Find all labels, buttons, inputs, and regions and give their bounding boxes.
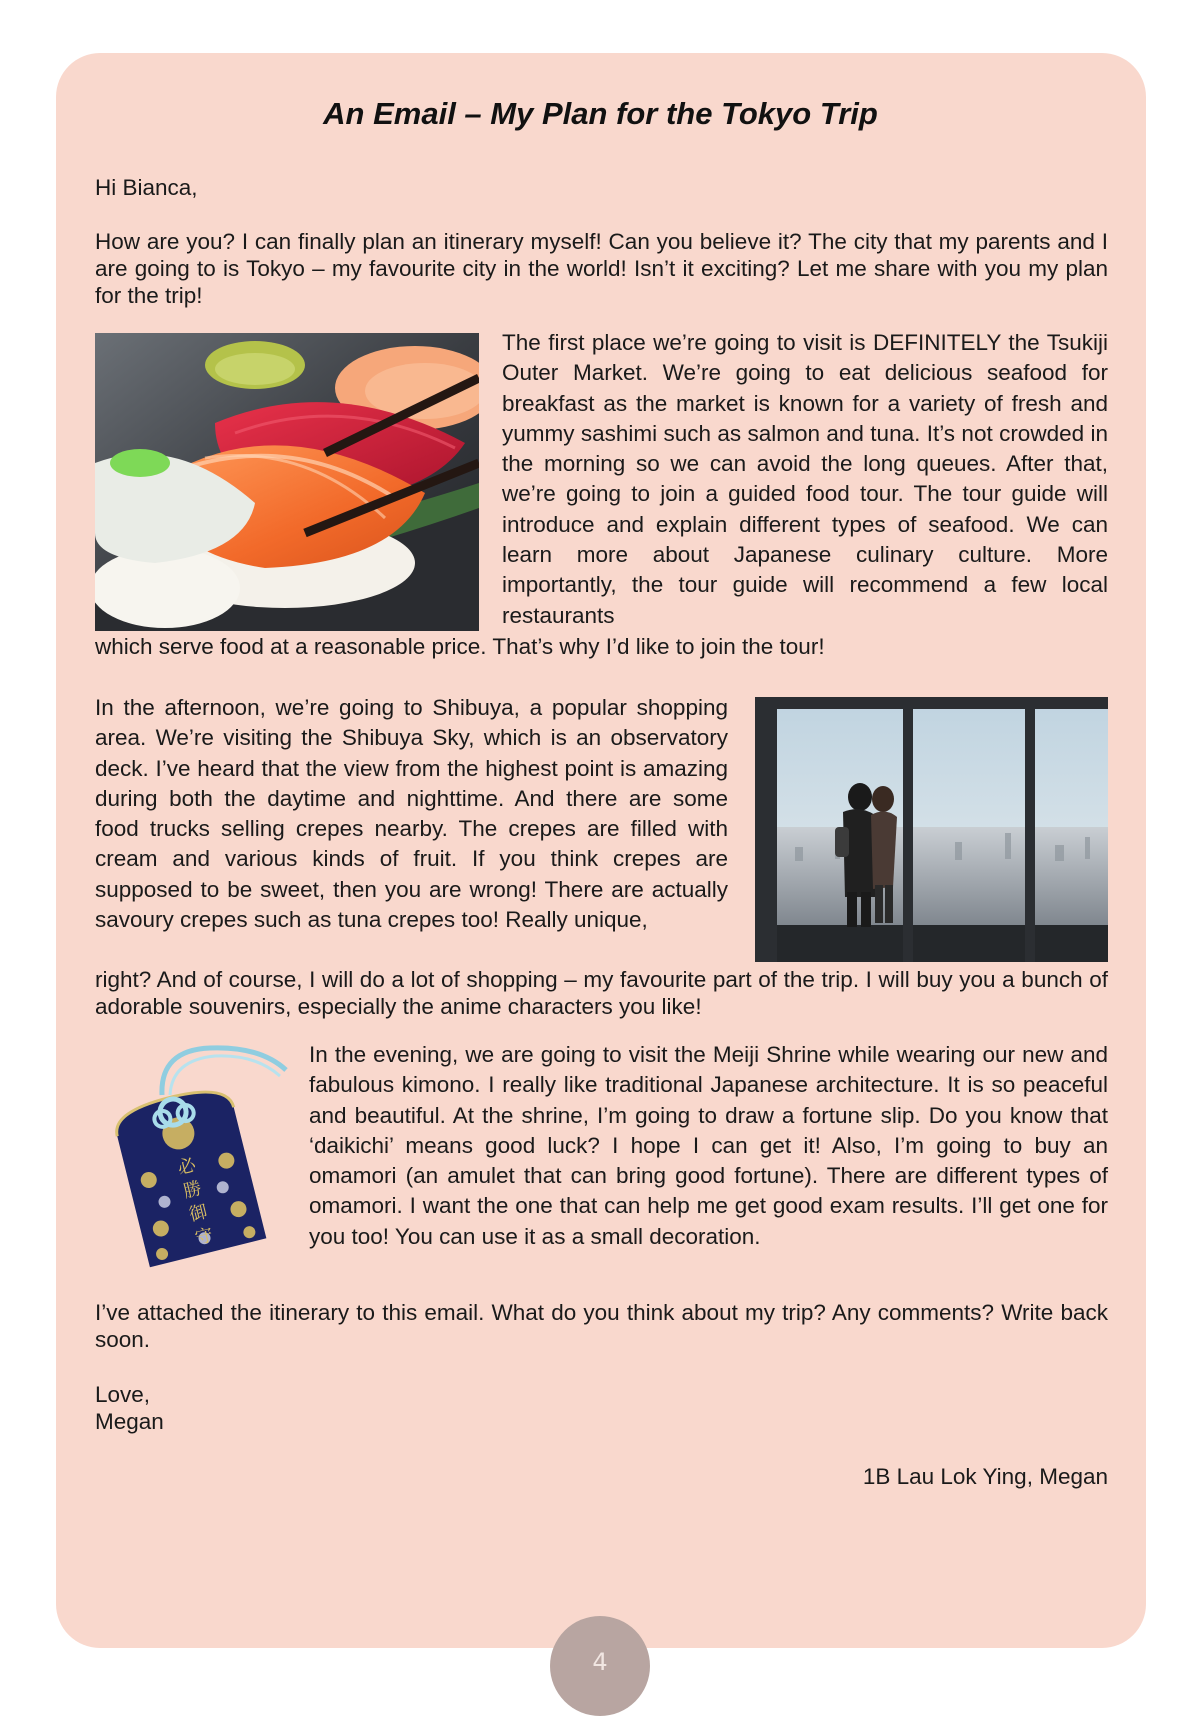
afternoon-paragraph: In the afternoon, we’re going to Shibuya, a popular shopping area. We’re visiting the Shibuya Sky, which is an observatory deck. I’ve heard that the view from the highest point is amazing during both the daytime and nighttime. And there are some food trucks selling crepes nearby. The crepes are filled with cream and various kinds of fruit. If you think crepes are supposed to be sweet, then you are wrong! There are actually savoury crepes such as tuna crepes too! Really unique, bbox=[95, 695, 728, 933]
shibuya-sky-photo bbox=[755, 697, 1108, 962]
author-credit: 1B Lau Lok Ying, Megan bbox=[862, 1464, 1108, 1489]
intro-paragraph: How are you? I can finally plan an itinerary myself! Can you believe it? The city that my parents and I are going to is Tokyo – my favourite city in the world! Isn’t it exciting? Let me share with you my plan for the trip! bbox=[95, 229, 1108, 308]
afternoon-paragraph-end: right? And of course, I will do a lot of shopping – my favourite part of the trip. I will buy you a bunch of adorable souvenirs, especially the anime characters you like! bbox=[95, 967, 1108, 1019]
page-number: 4 bbox=[550, 1616, 650, 1716]
omamori-amulet-image bbox=[100, 1040, 290, 1270]
sender-name: Megan bbox=[95, 1409, 164, 1434]
greeting: Hi Bianca, bbox=[95, 175, 198, 200]
page-title: An Email – My Plan for the Tokyo Trip bbox=[323, 96, 878, 131]
omamori-char-2: 勝 bbox=[181, 1177, 204, 1203]
morning-paragraph: The first place we’re going to visit is DEFINITELY the Tsukiji Outer Market. We’re going to eat delicious seafood for breakfast as the market is known for a variety of fresh and yummy sashimi such as salmon and tuna. It’s not crowded in the morning so we can avoid the long queues. After that, we’re going to join a guided food tour. The tour guide will introduce and explain different types of seafood. We can learn more about Japanese culinary culture. More importantly, the tour guide will recommend a few local restaurants bbox=[502, 330, 1108, 628]
omamori-char-4: 守 bbox=[192, 1224, 216, 1250]
sushi-photo bbox=[95, 333, 479, 631]
omamori-char-1: 必 bbox=[175, 1154, 199, 1180]
signoff: Love, bbox=[95, 1382, 151, 1407]
evening-paragraph: In the evening, we are going to visit the Meiji Shrine while wearing our new and fabulous kimono. I really like traditional Japanese architecture. It is so peaceful and beautiful. At the shrine, I’m going to draw a fortune slip. Do you know that ‘daikichi’ means good luck? I hope I can get it! Also, I’m going to buy an omamori (an amulet that can bring good fortune). There are different types of omamori. I want the one that can help me get good exam results. I’ll get one for you too! You can use it as a small decoration. bbox=[309, 1042, 1108, 1249]
morning-paragraph-end: which serve food at a reasonable price. That’s why I’d like to join the tour! bbox=[95, 634, 825, 659]
omamori-char-3: 御 bbox=[187, 1201, 210, 1226]
closing-paragraph: I’ve attached the itinerary to this email. What do you think about my trip? Any comments? Write back soon. bbox=[95, 1300, 1108, 1352]
